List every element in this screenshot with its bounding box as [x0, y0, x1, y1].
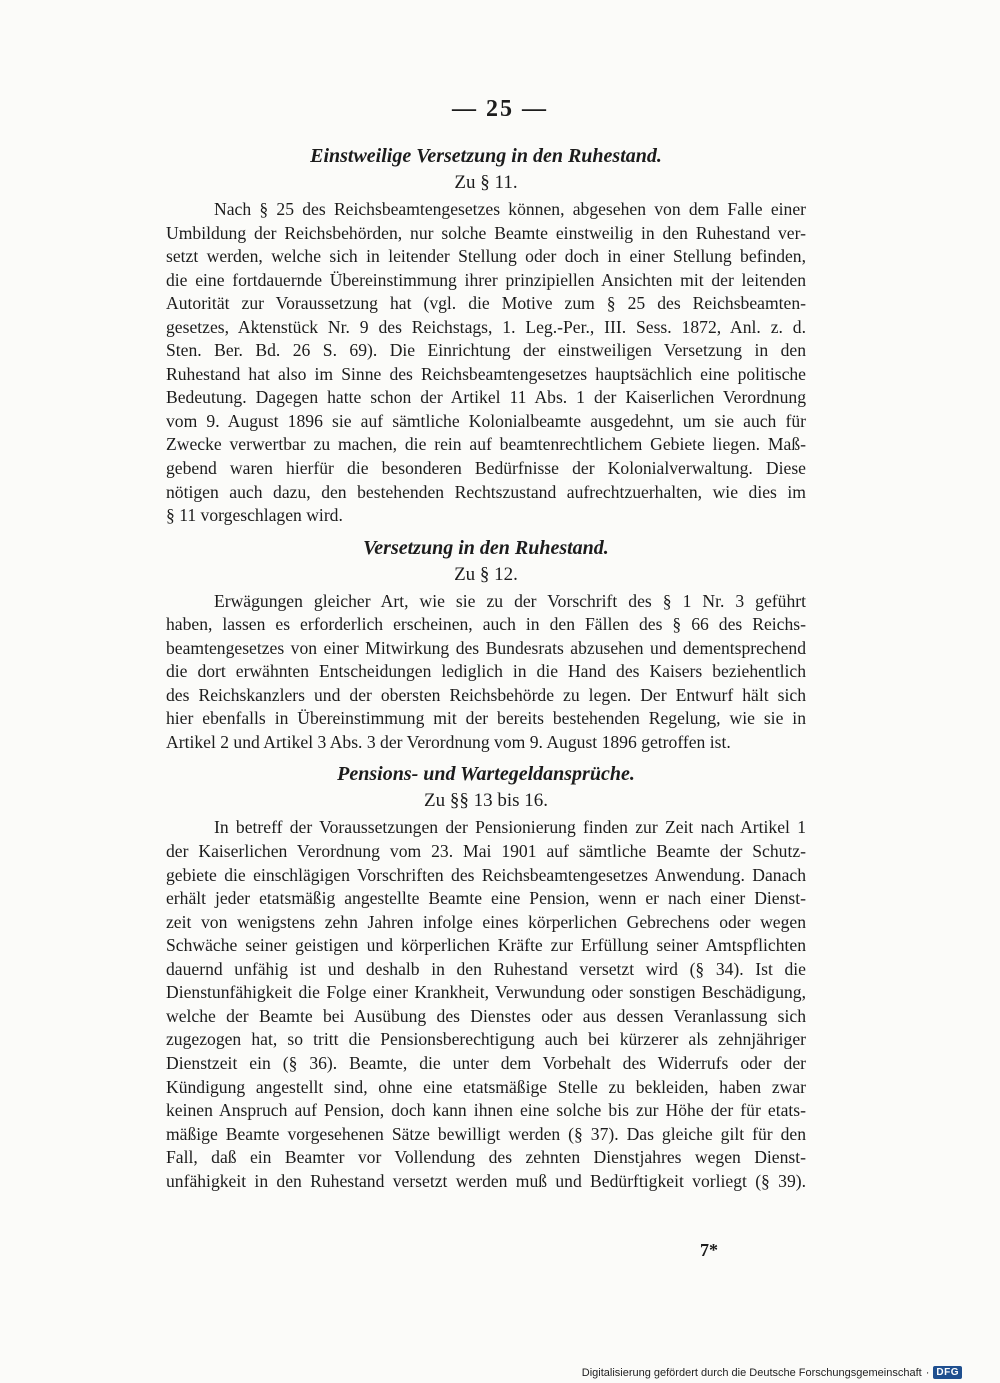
- digitization-footer: Digitalisierung gefördert durch die Deutsche Forschungsgemeinschaft · DFG: [582, 1366, 962, 1379]
- text-line: Nach § 25 des Reichsbeamtengesetzes können, abgesehen von dem Falle einer: [214, 199, 806, 219]
- section-versetzung: [166, 534, 806, 755]
- text-line: Dienstzeit ein (§ 36). Beamte, die unter dem Vorbehalt des Widerrufs oder der: [166, 1052, 806, 1073]
- text-line: Schwäche seiner geistigen und körperlichen Kräfte zur Erfüllung seiner Amtspflichten: [166, 935, 806, 956]
- printer-signature-mark: 7*: [700, 1240, 718, 1260]
- section-heading: Versetzung in den Ruhestand.: [363, 536, 609, 559]
- text-line: des Reichskanzlers und der obersten Reichsbehörde zu legen. Der Entwurf hält sich: [166, 684, 806, 705]
- section-heading: Einstweilige Versetzung in den Ruhestand.: [310, 145, 662, 167]
- page-number: — 25 —: [452, 96, 548, 122]
- section-paragraph: [166, 590, 806, 755]
- section-pensions: [166, 760, 806, 1193]
- section-paragraph: [166, 198, 806, 528]
- text-line: beamtengesetzes von einer Mitwirkung des Bundesrats abzusehen und dementsprechend: [166, 637, 806, 658]
- text-line: gebend waren hierfür die besonderen Bedürfnisse der Kolonialverwaltung. Diese: [166, 458, 806, 479]
- section-subheading: Zu §§ 13 bis 16.: [423, 790, 549, 812]
- text-line: vom 9. August 1896 sie auf sämtliche Kolonialbeamte ausgedehnt, um sie auch für: [166, 410, 806, 431]
- text-line: unfähigkeit in den Ruhestand versetzt werden muß und Bedürftigkeit vorliegt (§ 39).: [166, 1170, 806, 1191]
- text-line: zeit von wenigstens zehn Jahren infolge eines körperlichen Gebrechens oder wegen: [166, 911, 806, 932]
- text-line: Umbildung der Reichsbehörden, nur solche Beamte einstweilig in den Ruhestand ver-: [166, 222, 806, 243]
- text-line: hier ebenfalls in Übereinstimmung mit der bereits bestehenden Regelung, wie sie in: [166, 708, 806, 729]
- text-line: In betreff der Voraussetzungen der Pensionierung finden zur Zeit nach Artikel 1: [214, 817, 806, 838]
- section-heading: Pensions- und Wartegeldansprüche.: [337, 763, 635, 786]
- text-line: Ruhestand hat also im Sinne des Reichsbeamtengesetzes hauptsächlich eine politische: [166, 363, 806, 384]
- text-line: erhält jeder etatsmäßig angestellte Beamte eine Pension, wenn er nach einer Dienst-: [166, 888, 806, 909]
- text-line: der Kaiserlichen Verordnung vom 23. Mai 1901 auf sämtliche Beamte der Schutz-: [166, 841, 806, 862]
- text-line: welche der Beamte bei Ausübung des Dienstes oder aus dessen Veranlassung sich: [166, 1005, 806, 1026]
- text-line: nötigen auch dazu, den bestehenden Rechtszustand aufrechtzuerhalten, wie dies im: [166, 481, 806, 502]
- text-line: gebiete die einschlägigen Vorschriften des Reichsbeamtengesetzes Anwendung. Danach: [166, 864, 806, 885]
- text-line: setzt werden, welche sich in leitender Stellung oder doch in einer Stellung befinden,: [166, 246, 806, 267]
- footer-text: Digitalisierung gefördert durch die Deutsche Forschungsgemeinschaft: [581, 1366, 922, 1379]
- text-line: zugezogen hat, so tritt die Pensionsberechtigung auch bei kürzerer als zehnjähriger: [166, 1029, 806, 1050]
- text-line: mäßige Beamte vorgesehenen Sätze bewilligt werden (§ 37). Das gleiche gilt für den: [166, 1123, 806, 1144]
- text-line: gesetzes, Aktenstück Nr. 9 des Reichstags, 1. Leg.-Per., III. Sess. 1872, Anl. z. d.: [166, 316, 806, 337]
- text-line: Dienstunfähigkeit die Folge einer Krankheit, Verwundung oder sonstigen Beschädigung,: [166, 982, 806, 1003]
- text-line: die eine fortdauernde Übereinstimmung ihrer prinzipiellen Ansichten mit der leitenden: [166, 269, 806, 290]
- text-line: Fall, daß ein Beamter vor Vollendung des zehnten Dienstjahres wegen Dienst-: [166, 1147, 806, 1168]
- text-line: Sten. Ber. Bd. 26 S. 69). Die Einrichtung der einstweiligen Versetzung in den: [166, 340, 806, 361]
- section-subheading: Zu § 12.: [454, 563, 518, 585]
- text-line: keinen Anspruch auf Pension, doch kann ihnen eine solche bis zur Höhe der für etats-: [166, 1100, 806, 1121]
- section-paragraph: [166, 816, 806, 1193]
- text-line: Erwägungen gleicher Art, wie sie zu der Vorschrift des § 1 Nr. 3 geführt: [214, 590, 806, 611]
- dfg-logo-icon: DFG: [933, 1366, 962, 1379]
- section-einstweilige-versetzung: [166, 142, 806, 528]
- section-subheading: Zu § 11.: [454, 172, 518, 193]
- text-line: Artikel 2 und Artikel 3 Abs. 3 der Verordnung vom 9. August 1896 getroffen ist.: [166, 731, 731, 752]
- text-line: haben, lassen es erforderlich erscheinen, auch in den Fällen des § 66 des Reichs-: [166, 614, 806, 635]
- text-line: Autorität zur Voraussetzung hat (vgl. die Motive zum § 25 des Reichsbeamten-: [166, 293, 806, 314]
- text-line: dauernd unfähig ist und deshalb in den Ruhestand versetzt wird (§ 34). Ist die: [166, 958, 806, 979]
- text-line: Bedeutung. Dagegen hatte schon der Artikel 11 Abs. 1 der Kaiserlichen Verordnung: [166, 387, 806, 408]
- text-column: [166, 142, 806, 1193]
- text-line: Kündigung angestellt sind, ohne eine etatsmäßige Stelle zu bekleiden, haben zwar: [166, 1076, 806, 1097]
- text-line: die dort erwähnten Entscheidungen lediglich in die Hand des Kaisers beziehentlich: [166, 661, 806, 682]
- text-line: Zwecke verwertbar zu machen, die rein auf beamtenrechtlichem Gebiete liegen. Maß-: [166, 434, 806, 455]
- text-line: § 11 vorgeschlagen wird.: [166, 505, 343, 526]
